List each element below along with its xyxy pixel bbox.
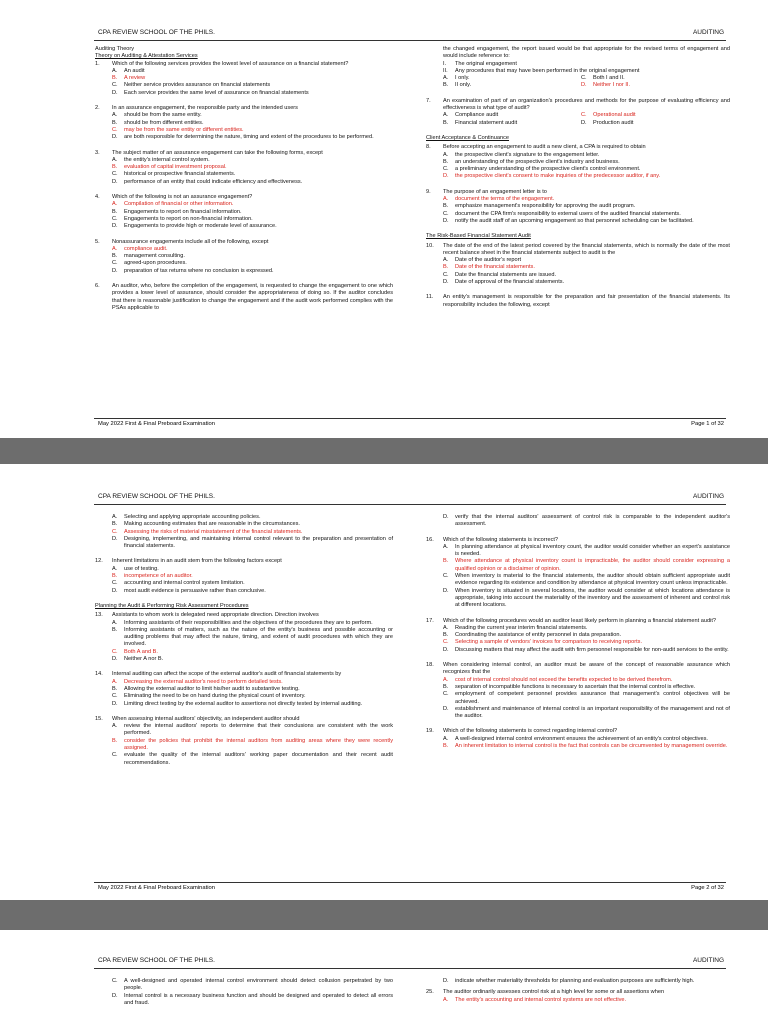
page-number: Page 1 of 32 [691,421,724,427]
section-title: The Risk-Based Financial Statement Audit [426,233,531,240]
question-17: 17. Which of the following procedures would an auditor least likely perform in planning a financial statement audit? A. Reading the current year interim financial statements. B. Coordinating the assistance of entity personnel in data preparation. C. Selecting a sample of vendors' invoices for comparison to receiving reports. D. Discussing matters that may affect the audit with firm personnel responsible for non-audit services to the entity. [426,617,729,653]
right-column [426,46,730,317]
question-19: 19. Which of the following statements is correct regarding internal control? A. A well-designed internal control environment ensures the achievement of an entity's control objectives. B. An inherent limitation to internal control is the fact that controls can be circumvented by management override. [426,728,730,750]
option-a: A. should be from the same entity. [112,112,202,119]
option-c: C. Neither service provides assurance on financial statements [112,82,271,89]
question-9: 9. The purpose of an engagement letter is to A. document the terms of the engagement. B. emphasize management's responsibility for approving the audit program. C. document the CPA firm's responsibility to external users of the audited financial statements. D. notify the audit staff of an upcoming engagement so that personnel scheduling can be facilitated. [426,189,730,225]
right-column: D. indicate whether materiality thresholds for planning and evaluation purposes are sufficiently high. 25. The auditor ordinarily assesses control risk at a high level for some or all assertions when A. The entity's accounting and internal control systems are not effective. [426,978,730,1004]
page-2 [0,464,768,900]
section-title: Client Acceptance & Continuance [426,134,510,141]
correct-option-d: D. Neither I nor II. [581,82,630,89]
left-column [95,46,393,320]
question-6: 6. An auditor, who, before the completion of the engagement, is requested to change the engagement to one which provides a lower level of assurance, should consider the appropriateness of doing so. If the auditor concludes that there is reasonable justification to change the engagement and if the audit work performed complies with the PSAs applicable to [95,283,393,311]
right-column [426,514,730,758]
question-16: 16. Which of the following statements is incorrect? A. In planning attendance at physical inventory count, the auditor would consider whether an expert's assistance is needed. B. Where attendance at physical inventory count is impracticable, the auditor should consider expressing a qualified opinion or a disclaimer of opinion. C. When inventory is material to the financial statements, the auditor should obtain sufficient appropriate audit evidence regarding its existence and condition by attendance at physical inventory count unless impracticable. D. When inventory is situated in several locations, the auditor would consider at which locations attendance is appropriate, taking into account the materiality of the inventory and the assessment of inherent and control risk at different locations. [426,536,730,609]
option-a: A. the entity's internal control system. [112,156,210,163]
option-c: C. Engagements to report on non-financial information. [112,215,253,222]
page-header: CPA REVIEW SCHOOL OF THE PHILS. AUDITING [94,956,726,969]
question-1: 1. Which of the following services provides the lowest level of assurance on a financial statement? A. An audit B. A review C. Neither service provides assurance on financial statements D. Each service provides the same level of assurance on financial statements [95,61,393,97]
option-b: B. should be from different entities. [112,119,204,126]
option-d: D. are both responsible for determining the nature, timing and extent of the procedures to be performed. [112,134,374,141]
correct-option-c: C. may be from the same entity or different entities. [112,126,244,133]
left-column: C. A well-designed and operated internal control environment should detect collusion perpetrated by two people. D. Internal control is a necessary business function and should be designed and operated to detect all errors and fraud. [112,978,393,1006]
option-d: D. preparation of tax returns where no conclusion is expressed. [112,267,274,274]
option-c: C. historical or prospective financial statements. [112,171,236,178]
correct-option-a: A. compliance audit. [112,245,168,252]
page-header [94,28,726,41]
correct-option-a: A. document the terms of the engagement. [443,196,555,203]
page-footer: May 2022 First & Final Preboard Examination Page 1 of 32 [94,418,726,429]
question-14: 14. Internal auditing can affect the scope of the external auditor's audit of financial statements by A. Decreasing the external auditor's need to perform detailed tests. B. Allowing the external auditor to limit his/her audit to substantive testing. C. Eliminating the need to be on hand during the physical count of inventory. D. Limiting direct testing by the external auditor to assertions not directly tested by internal auditing. [95,671,393,707]
question-6-continued: the changed engagement, the report issued would be that appropriate for the revised terms of engagement and would include reference to: I. The original engagement II. Any procedures that may have been performed in the original engagement A. I only. C. Both I and II. B. II only. D. Neither I nor II. [426,46,730,90]
option-d: D. Each service provides the same level of assurance on financial statements [112,89,309,96]
correct-option-a: A. cost of internal control should not exceed the benefits expected to be derived therefrom. [443,676,673,683]
question-18: 18. When considering internal control, an auditor must be aware of the concept of reasonable assurance which recognizes that the A. cost of internal control should not exceed the benefits expected to be derived therefrom. B. separation of incompatible functions is necessary to ascertain that the internal control is effective. C. employment of competent personnel provides assurance that management's control objectives will be achieved. D. establishment and maintenance of internal control is an important responsibility of the management and not of the auditor. [426,662,730,720]
option-b: B. Engagements to report on financial information. [112,208,242,215]
question-15-continued: D. verify that the internal auditors' assessment of control risk is comparable to the independent auditor's assessment. [443,514,730,528]
correct-option-b: B. evaluation of capital investment proposal. [112,164,227,171]
page-title: Auditing Theory [95,46,135,52]
correct-option-c: C. Selecting a sample of vendors' invoices for comparison to receiving reports. [443,639,642,646]
page-header: CPA REVIEW SCHOOL OF THE PHILS. AUDITING [94,492,726,505]
correct-option-a: A. Decreasing the external auditor's need to perform detailed tests. [112,678,283,685]
page-1 [0,0,768,438]
question-15: 15. When assessing internal auditors' objectivity, an independent auditor should A. review the internal auditors' reports to determine that their conclusions are consistent with the work performed. B. consider the policies that prohibit the internal auditors from auditing areas where they were recently assigned. C. evaluate the quality of the internal auditors' working paper documentation and their recent audit recommendations. [95,715,393,766]
option-d: D. performance of an entity that could indicate efficiency and effectiveness. [112,178,303,185]
correct-option-c: C. Assessing the risks of material misstatement of the financial statements. [112,528,303,535]
subject-name: AUDITING [692,29,724,36]
statement-i: I. The original engagement [443,60,517,67]
options-row-2: B. II only. D. Neither I nor II. [426,82,730,89]
page-number: Page 2 of 32 [691,885,724,891]
left-column [95,514,393,775]
question-2: 2. In an assurance engagement, the responsible party and the intended users A. should be from the same entity. B. should be from different entities. C. may be from the same entity or different entities. D. are both responsible for determining the nature, timing and extent of the procedures to be performed. [95,105,393,141]
page-3 [0,930,768,1024]
section-title: Planning the Audit & Performing Risk Assessment Procedures [95,602,249,609]
correct-option-a: A. Compilation of financial or other information. [112,201,234,208]
school-name: CPA REVIEW SCHOOL OF THE PHILS. [98,29,215,36]
correct-option-b: B. consider the policies that prohibit the internal auditors from auditing areas where they were recently assigned. [112,737,393,752]
correct-option-b: B. Where attendance at physical inventory count is impracticable, the auditor should consider expressing a qualified opinion or a disclaimer of opinion. [443,558,730,572]
correct-option-b: B. Date of the financial statements. [443,264,535,271]
option-b: B. management consulting. [112,253,185,260]
question-7: 7. An examination of part of an organization's procedures and methods for the purpose of evaluating efficiency and effectiveness is what type of audit? A. Compliance audit C. Operational audit B. Financial statement audit D. Production audit [426,97,730,126]
question-8: 8. Before accepting an engagement to audit a new client, a CPA is required to obtain A. the prospective client's signature to the engagement letter. B. an understanding of the prospective client's industry and business. C. a preliminary understanding of the prospective client's control environment. D. the prospective client's consent to make inquiries of the predecessor auditor, if any. [426,144,730,180]
option-a: A. An audit [112,67,145,74]
correct-option-d: D. the prospective client's consent to make inquiries of the predecessor auditor, if any. [443,173,661,180]
question-25: 25. The auditor ordinarily assesses control risk at a high level for some or all assertions when [426,989,665,996]
question-4: 4. Which of the following is not an assurance engagement? A. Compilation of financial or other information. B. Engagements to report on financial information. C. Engagements to report on non-financial information. D. Engagements to provide high or moderate level of assurance. [95,194,393,230]
correct-option-a: A. The entity's accounting and internal control systems are not effective. [443,996,627,1003]
question-13: 13. Assistants to whom work is delegated need appropriate direction. Direction involves A. Informing assistants of their responsibilities and the objectives of the procedures they are to perform. B. Informing assistants of matters, such as the nature of the entity's business and possible accounting or auditing problems that may affect the nature, timing, and extent of audit procedures with which they are involved. C. Both A and B. D. Neither A nor B. [95,612,393,663]
question-11-options: A. Selecting and applying appropriate accounting policies. B. Making accounting estimates that are reasonable in the circumstances. C. Assessing the risks of material misstatement of the financial statements. D. Designing, implementing, and maintaining internal control relevant to the preparation and presentation of financial statements. [95,514,393,550]
page-footer: May 2022 First & Final Preboard Examination Page 2 of 32 [94,882,726,893]
statement-ii: II. Any procedures that may have been performed in the original engagement [443,67,640,74]
correct-option-b: B. A review [112,75,146,82]
correct-option-c: C. Both A and B. [112,648,158,655]
question-5: 5. Nonassurance engagements include all of the following, except A. compliance audit. B. management consulting. C. agreed-upon procedures. D. preparation of tax returns where no conclusion is expressed. [95,239,393,275]
question-11: 11. An entity's management is responsible for the preparation and fair presentation of the financial statements. Its responsibility includes the following, except [426,294,730,308]
correct-option-b: B. incompetence of an auditor. [112,573,193,580]
section-title: Theory on Auditing & Attestation Services [95,53,198,60]
question-12: 12. Inherent limitations in an audit stem from the following factors except A. use of testing. B. incompetence of an auditor. C. accounting and internal control system limitation. D. most audit evidence is persuasive rather than conclusive. [95,558,393,594]
option-c: C. agreed-upon procedures. [112,260,187,267]
correct-option-c: C. Operational audit [581,112,636,119]
options-row-1: A. I only. C. Both I and II. [443,75,625,82]
question-10: 10. The date of the end of the latest period covered by the financial statements, which is normally the date of the most recent balance sheet in the financial statements subject to audit is the A. Date of the auditor's report B. Date of the financial statements. C. Date the financial statements are issued. D. Date of approval of the financial statements. [426,242,730,286]
option-d: D. Engagements to provide high or moderate level of assurance. [112,223,277,230]
question-3: 3. The subject matter of an assurance engagement can take the following forms, except A. the entity's internal control system. B. evaluation of capital investment proposal. C. historical or prospective financial statements. D. performance of an entity that could indicate efficiency and effectiveness. [95,150,393,186]
correct-option-b: B. An inherent limitation to internal control is the fact that controls can be circumvented by management override. [443,743,728,750]
